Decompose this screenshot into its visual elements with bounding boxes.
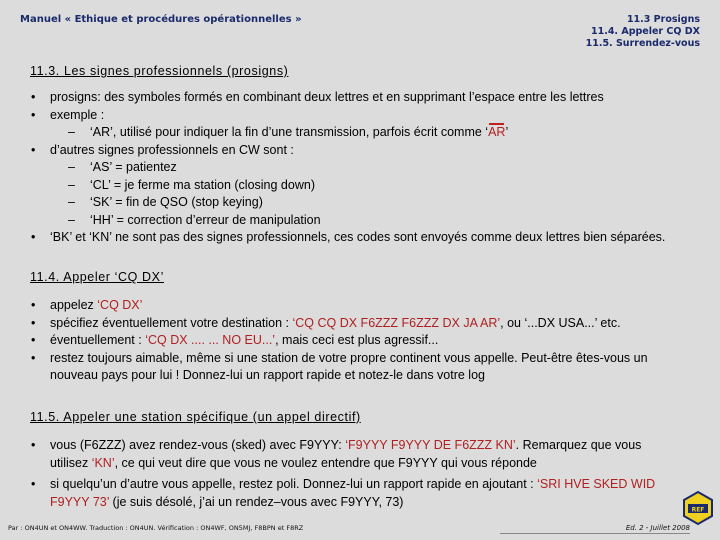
list-item: – ‘SK’ = fin de QSO (stop keying) bbox=[30, 194, 680, 212]
list-item: – ‘HH’ = correction d’erreur de manipulation bbox=[30, 212, 680, 230]
section-title-cq-dx: 11.4. Appeler ‘CQ DX’ bbox=[30, 270, 164, 284]
text: (je suis désolé, j’ai un rendez–vous avec F9YYY, 73) bbox=[109, 494, 404, 509]
footer-divider bbox=[500, 533, 690, 534]
ar-prosign: AR bbox=[488, 125, 506, 139]
text: , mais ceci est plus agressif... bbox=[275, 333, 439, 347]
footer-edition: Ed. 2 - Juillet 2008 bbox=[625, 524, 690, 532]
red-text: ‘CQ DX’ bbox=[97, 298, 143, 312]
list-item bbox=[30, 476, 680, 511]
text: éventuellement : bbox=[50, 333, 146, 347]
list-item bbox=[30, 315, 680, 333]
text: appelez bbox=[50, 298, 98, 312]
red-text: ‘F9YYY F9YYY DE F6ZZZ KN’ bbox=[345, 438, 516, 452]
toc-item: 11.3 Prosigns bbox=[626, 14, 700, 25]
text: . Remarquez que vous utilisez bbox=[50, 438, 642, 470]
cq-dx-list bbox=[30, 297, 680, 385]
list-item: • prosigns: des symboles formés en combinant deux lettres et en supprimant l’espace entre les lettres bbox=[30, 89, 680, 107]
red-text: ‘KN’ bbox=[91, 455, 115, 470]
footer-credits: Par : ON4UN et ON4WW. Traduction : ON4UN. Vérification : ON4WF, ON5MJ, F8BPN et F8RZ bbox=[8, 524, 304, 532]
list-item: • exemple : bbox=[30, 107, 680, 125]
header-title: Manuel « Ethique et procédures opérationnelles » bbox=[20, 14, 302, 25]
prosigns-list bbox=[30, 89, 680, 247]
red-text: ‘SRI HVE SKED WID F9YYY 73’ bbox=[50, 477, 656, 509]
list-item: • restez toujours aimable, même si une station de votre propre continent vous appelle. Peut-être êtes-vous un nouveau pays pour lui ! Donnez-lui un rapport rapide et notez-le dans votre log bbox=[30, 350, 680, 385]
list-item: • ‘BK’ et ‘KN’ ne sont pas des signes professionnels, ces codes sont envoyés comme deux lettres bien séparées. bbox=[30, 229, 680, 247]
red-text: ‘CQ DX .... ... NO EU...’ bbox=[145, 333, 276, 347]
text: spécifiez éventuellement votre destination : bbox=[50, 315, 293, 330]
list-item: – ‘CL’ = je ferme ma station (closing down) bbox=[30, 177, 680, 195]
header-toc bbox=[586, 14, 700, 50]
directed-call-list bbox=[30, 437, 680, 511]
section-title-prosigns: 11.3. Les signes professionnels (prosigns) bbox=[30, 64, 289, 78]
list-item: – ‘AS’ = patientez bbox=[30, 159, 680, 177]
text: vous (F6ZZZ) avez rendez-vous (sked) avec F9YYY: bbox=[50, 438, 346, 452]
text: ’ bbox=[505, 125, 509, 139]
section-title-directed-call: 11.5. Appeler une station spécifique (un appel directif) bbox=[30, 410, 361, 424]
text: ‘AR’, utilisé pour indiquer la fin d’une transmission, parfois écrit comme ‘ bbox=[90, 125, 489, 139]
text: , ce qui veut dire que vous ne voulez entendre que F9YYY qui vous réponde bbox=[114, 455, 537, 470]
list-item bbox=[30, 297, 680, 315]
text: , ou ‘...DX USA...’ etc. bbox=[500, 315, 621, 330]
list-item bbox=[30, 124, 680, 142]
list-item bbox=[30, 332, 680, 350]
toc-item: 11.5. Surrendez-vous bbox=[585, 38, 700, 49]
toc-item: 11.4. Appeler CQ DX bbox=[590, 26, 700, 37]
text: si quelqu’un d’autre vous appelle, restez poli. Donnez-lui un rapport rapide en ajoutant : bbox=[50, 477, 538, 491]
list-item: • d’autres signes professionnels en CW sont : bbox=[30, 142, 680, 160]
red-text: ‘CQ CQ DX F6ZZZ F6ZZZ DX JA AR’ bbox=[292, 315, 501, 330]
logo-text: REF bbox=[691, 506, 705, 514]
ref-logo-icon bbox=[682, 490, 714, 526]
list-item bbox=[30, 437, 680, 472]
